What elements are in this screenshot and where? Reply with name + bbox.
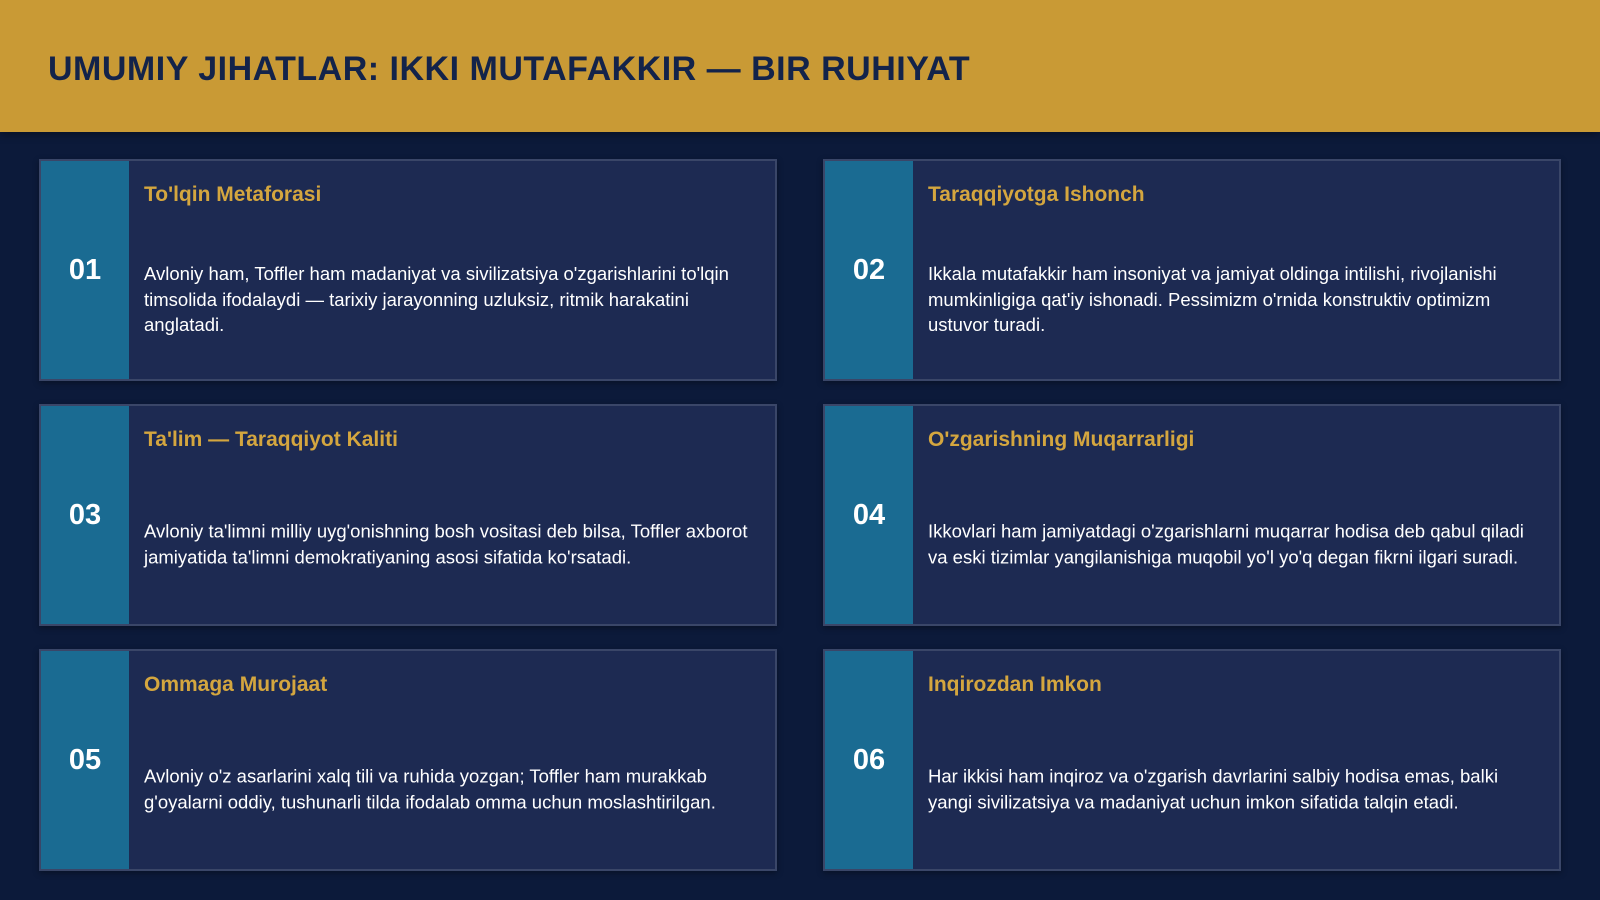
card-number: 01	[68, 253, 102, 286]
card-content	[129, 406, 775, 624]
card-title: Ommaga Murojaat	[144, 673, 328, 696]
card-text: Avloniy ham, Toffler ham madaniyat va sivilizatsiya o'zgarishlarini to'lqin timsolida ifodalaydi — tarixiy jarayonning uzluksiz, ritmik harakatini anglatadi.	[144, 262, 729, 335]
card-title: Ta'lim — Taraqqiyot Kaliti	[144, 428, 398, 451]
card-content	[129, 651, 775, 869]
card-number: 06	[852, 743, 886, 776]
card-number: 03	[68, 498, 102, 531]
card-text: Ikkovlari ham jamiyatdagi o'zgarishlarni muqarrar hodisa deb qabul qiladi va eski tizimlar yangilanishiga muqobil yo'l yo'q degan fikrni ilgari suradi.	[928, 520, 1524, 567]
card-05	[39, 649, 777, 871]
card-02	[823, 159, 1561, 381]
card-text: Avloniy o'z asarlarini xalq tili va ruhida yozgan; Toffler ham murakkab g'oyalarni oddiy, tushunarli tilda ifodalab omma uchun moslashtirilgan.	[144, 765, 716, 812]
card-01	[39, 159, 777, 381]
card-number-column	[825, 161, 913, 379]
card-number-column	[41, 161, 129, 379]
card-content	[913, 651, 1559, 869]
cards-grid	[39, 159, 1561, 871]
card-number-column	[825, 406, 913, 624]
card-text: Har ikkisi ham inqiroz va o'zgarish davrlarini salbiy hodisa emas, balki yangi sivilizatsiya va madaniyat uchun imkon sifatida talqin etadi.	[928, 765, 1499, 812]
card-title: Inqirozdan Imkon	[928, 673, 1102, 696]
card-number: 02	[852, 253, 886, 286]
card-number: 04	[852, 498, 886, 531]
card-content	[913, 161, 1559, 379]
card-text: Ikkala mutafakkir ham insoniyat va jamiyat oldinga intilishi, rivojlanishi mumkinligiga qat'iy ishonadi. Pessimizm o'rnida konstruktiv optimizm ustuvor turadi.	[928, 262, 1497, 335]
card-content	[129, 161, 775, 379]
card-number-column	[41, 651, 129, 869]
slide-title: UMUMIY JIHATLAR: IKKI MUTAFAKKIR — BIR RUHIYAT	[48, 50, 971, 88]
card-number: 05	[68, 743, 102, 776]
card-title: To'lqin Metaforasi	[144, 183, 322, 206]
card-title: O'zgarishning Muqarrarligi	[928, 428, 1195, 451]
card-03	[39, 404, 777, 626]
card-content	[913, 406, 1559, 624]
card-06	[823, 649, 1561, 871]
card-04	[823, 404, 1561, 626]
card-title: Taraqqiyotga Ishonch	[928, 183, 1145, 206]
header-bar	[0, 0, 1600, 132]
card-number-column	[41, 406, 129, 624]
card-text: Avloniy ta'limni milliy uyg'onishning bosh vositasi deb bilsa, Toffler axborot jamiyatida ta'limni demokratiyaning asosi sifatida ko'rsatadi.	[144, 520, 748, 567]
card-number-column	[825, 651, 913, 869]
